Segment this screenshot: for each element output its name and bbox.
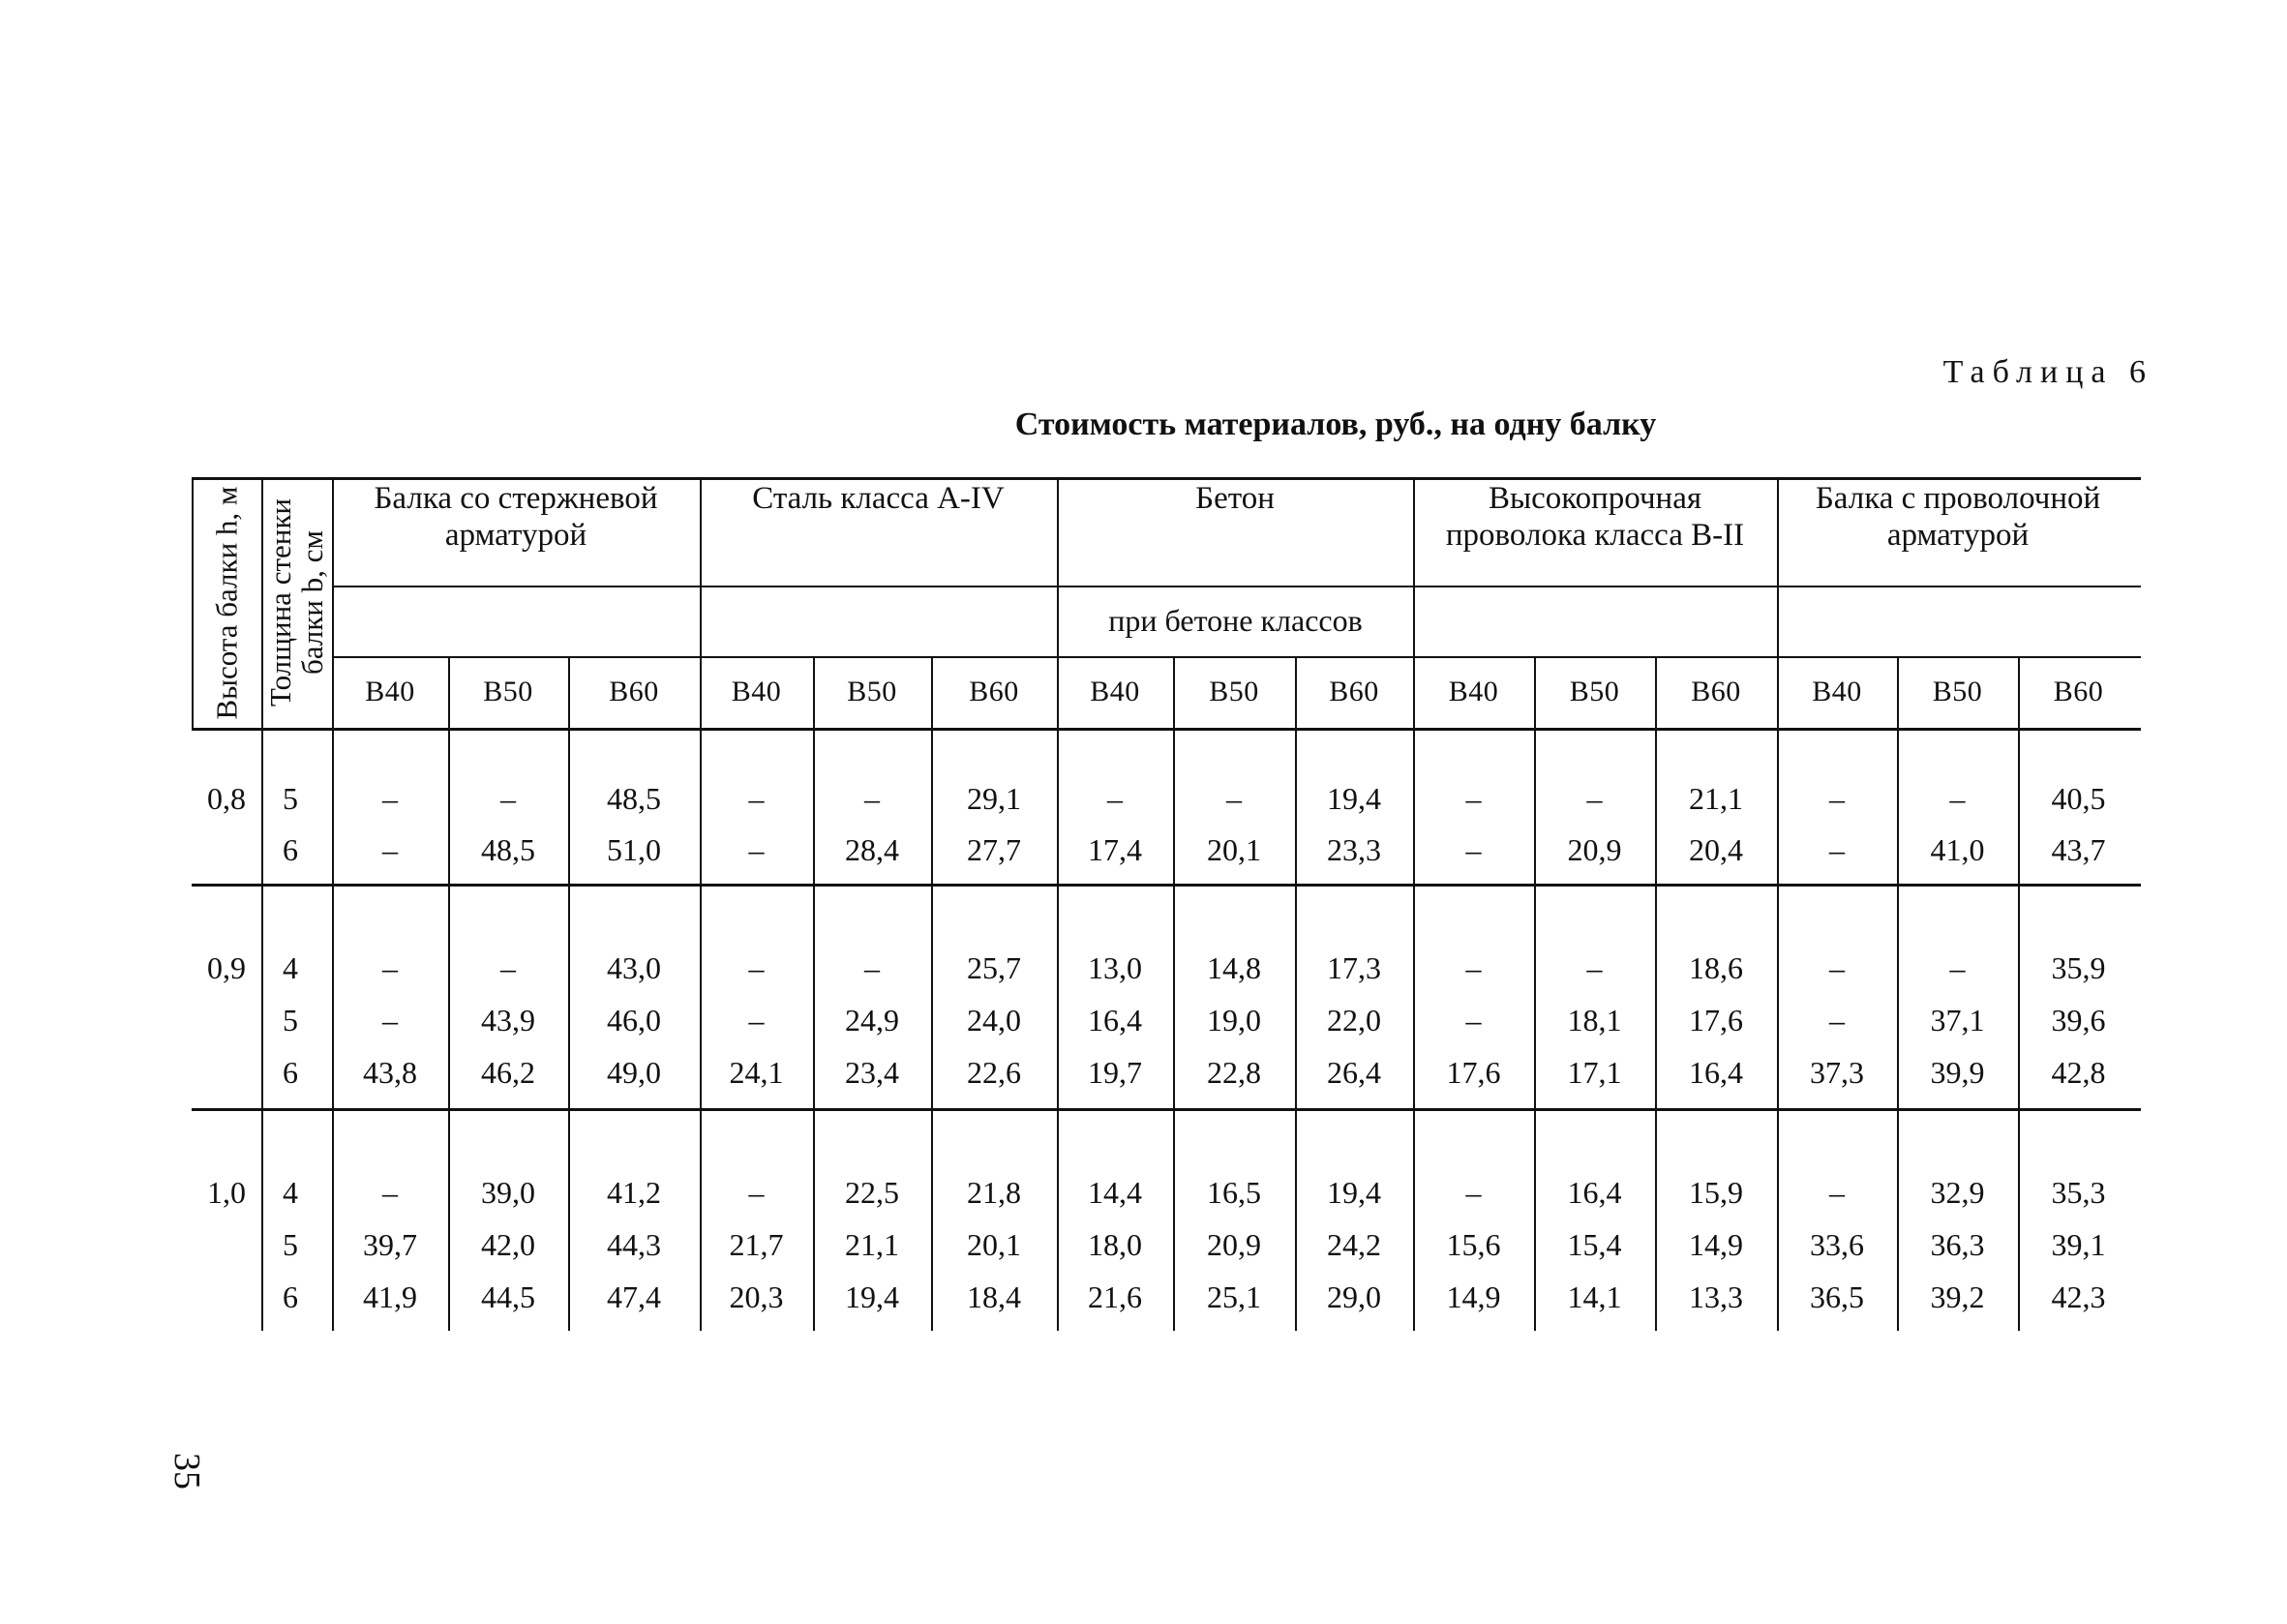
table-cell: – <box>748 1003 765 1038</box>
table-cell: – <box>1949 781 1966 816</box>
table-cell: 27,7 <box>967 832 1021 867</box>
concrete-class-header: В40 <box>365 675 415 707</box>
table-cell: 17,1 <box>1567 1055 1622 1090</box>
table-cell: – <box>1465 1003 1482 1038</box>
table-cell: 20,1 <box>1207 832 1261 867</box>
table-cell: – <box>1949 950 1966 985</box>
table-cell: 21,7 <box>729 1227 784 1262</box>
thickness-column-header: Толщина стенки балки b, см <box>262 497 329 707</box>
table-cell: 20,9 <box>1567 832 1622 867</box>
table-cell: 24,1 <box>729 1055 784 1090</box>
group-header: Балка с проволочной арматурой <box>1815 481 2101 553</box>
table-cell: 41,2 <box>607 1175 661 1210</box>
table-cell: 29,1 <box>967 781 1021 816</box>
table-cell: 18,4 <box>967 1279 1021 1314</box>
table-cell: 20,3 <box>729 1279 784 1314</box>
table-cell: 19,7 <box>1088 1055 1142 1090</box>
table-cell: 19,4 <box>1327 781 1381 816</box>
thickness-value: 6 <box>283 1279 298 1314</box>
table-cell: 46,0 <box>607 1003 661 1038</box>
thickness-value: 6 <box>283 832 298 867</box>
h-rule <box>192 1108 2141 1111</box>
table-cell: 33,6 <box>1810 1227 1864 1262</box>
table-cell: 18,6 <box>1689 950 1743 985</box>
concrete-class-header: В50 <box>847 675 897 707</box>
table-cell: 23,4 <box>845 1055 899 1090</box>
concrete-class-header: В60 <box>2053 675 2104 707</box>
table-cell: 24,0 <box>967 1003 1021 1038</box>
table-cell: 48,5 <box>481 832 535 867</box>
table-cell: 24,9 <box>845 1003 899 1038</box>
table-cell: 32,9 <box>1930 1175 1985 1210</box>
table-cell: – <box>382 1175 398 1210</box>
thickness-value: 5 <box>283 1227 298 1262</box>
table-cell: 41,9 <box>363 1279 417 1314</box>
table-cell: 37,3 <box>1810 1055 1864 1090</box>
h-rule <box>192 728 2141 731</box>
table-cell: – <box>382 781 398 816</box>
table-cell: 18,0 <box>1088 1227 1142 1262</box>
table-cell: 24,2 <box>1327 1227 1381 1262</box>
table-cell: 15,6 <box>1446 1227 1501 1262</box>
table-cell: – <box>1465 781 1482 816</box>
height-value: 0,8 <box>207 781 246 816</box>
concrete-class-header: В50 <box>483 675 533 707</box>
concrete-class-header: В50 <box>1932 675 1983 707</box>
table-cell: 16,4 <box>1567 1175 1622 1210</box>
height-column-header: Высота балки h, м <box>208 485 243 720</box>
table-cell: – <box>1829 781 1845 816</box>
table-cell: – <box>500 950 516 985</box>
table-cell: – <box>748 950 765 985</box>
group-header: Высокопрочная проволока класса B-II <box>1445 481 1745 553</box>
table-cell: 19,4 <box>1327 1175 1381 1210</box>
table-cell: 25,7 <box>967 950 1021 985</box>
table-cell: 17,6 <box>1689 1003 1743 1038</box>
height-value: 1,0 <box>207 1175 246 1210</box>
table-cell: – <box>1829 950 1845 985</box>
table-cell: 43,0 <box>607 950 661 985</box>
table-cell: 36,3 <box>1930 1227 1985 1262</box>
concrete-class-header: В40 <box>1090 675 1140 707</box>
table-cell: 43,8 <box>363 1055 417 1090</box>
table-cell: 22,0 <box>1327 1003 1381 1038</box>
table-cell: 25,1 <box>1207 1279 1261 1314</box>
table-cell: 21,8 <box>967 1175 1021 1210</box>
table-cell: 14,9 <box>1689 1227 1743 1262</box>
table-cell: – <box>864 781 880 816</box>
table-cell: – <box>748 781 765 816</box>
table-cell: 17,4 <box>1088 832 1142 867</box>
table-cell: 39,2 <box>1930 1279 1985 1314</box>
table-cell: 51,0 <box>607 832 661 867</box>
thickness-value: 5 <box>283 781 298 816</box>
concrete-class-header: В60 <box>609 675 659 707</box>
table-cell: 49,0 <box>607 1055 661 1090</box>
table-cell: 21,1 <box>845 1227 899 1262</box>
table-cell: 35,9 <box>2051 950 2106 985</box>
table-cell: – <box>1829 1175 1845 1210</box>
thickness-value: 6 <box>283 1055 298 1090</box>
table-cell: – <box>1465 832 1482 867</box>
group-header: Бетон <box>1195 481 1275 516</box>
table-cell: 13,3 <box>1689 1279 1743 1314</box>
table-cell: 41,0 <box>1930 832 1985 867</box>
table-cell: 13,0 <box>1088 950 1142 985</box>
h-rule <box>192 884 2141 887</box>
table-cell: – <box>500 781 516 816</box>
table-cell: 37,1 <box>1930 1003 1985 1038</box>
table-cell: 47,4 <box>607 1279 661 1314</box>
table-cell: 20,4 <box>1689 832 1743 867</box>
table-cell: 29,0 <box>1327 1279 1381 1314</box>
table-cell: 21,6 <box>1088 1279 1142 1314</box>
table-cell: 15,4 <box>1567 1227 1622 1262</box>
table-cell: 44,5 <box>481 1279 535 1314</box>
table-cell: 15,9 <box>1689 1175 1743 1210</box>
table-cell: 19,0 <box>1207 1003 1261 1038</box>
table-cell: – <box>1829 1003 1845 1038</box>
concrete-class-header: В60 <box>1329 675 1379 707</box>
concrete-class-header: В60 <box>1691 675 1741 707</box>
group-header: Балка со стержневой арматурой <box>374 481 658 553</box>
table-cell: 18,1 <box>1567 1003 1622 1038</box>
table-cell: 36,5 <box>1810 1279 1864 1314</box>
table-cell: 23,3 <box>1327 832 1381 867</box>
group-header: Сталь класса A-IV <box>752 481 1005 516</box>
page-title: Стоимость материалов, руб., на одну балку <box>1014 406 1657 442</box>
h-rule <box>192 477 2141 480</box>
table-cell: 35,3 <box>2051 1175 2106 1210</box>
table-cell: 39,1 <box>2051 1227 2106 1262</box>
table-cell: 14,8 <box>1207 950 1261 985</box>
table-cell: 43,9 <box>481 1003 535 1038</box>
table-cell: 39,6 <box>2051 1003 2106 1038</box>
table-cell: – <box>1586 950 1603 985</box>
table-cell: – <box>1829 832 1845 867</box>
table-cell: 22,8 <box>1207 1055 1261 1090</box>
table-cell: – <box>1107 781 1123 816</box>
concrete-class-header: В50 <box>1569 675 1620 707</box>
table-cell: 26,4 <box>1327 1055 1381 1090</box>
table-cell: 40,5 <box>2051 781 2106 816</box>
table-cell: 14,1 <box>1567 1279 1622 1314</box>
table-cell: 22,6 <box>967 1055 1021 1090</box>
table-cell: 48,5 <box>607 781 661 816</box>
table-cell: 16,4 <box>1088 1003 1142 1038</box>
table-cell: 39,0 <box>481 1175 535 1210</box>
table-cell: 17,3 <box>1327 950 1381 985</box>
table-label: Таблица 6 <box>1942 354 2153 390</box>
table-cell: 19,4 <box>845 1279 899 1314</box>
table-cell: – <box>1465 950 1482 985</box>
table-cell: 39,7 <box>363 1227 417 1262</box>
table-cell: 17,6 <box>1446 1055 1501 1090</box>
table-cell: 42,0 <box>481 1227 535 1262</box>
table-cell: – <box>1465 1175 1482 1210</box>
table-cell: 14,4 <box>1088 1175 1142 1210</box>
table-cell: – <box>382 832 398 867</box>
table-cell: 20,1 <box>967 1227 1021 1262</box>
concrete-classes-subheader: при бетоне классов <box>1108 603 1363 639</box>
table-cell: – <box>748 1175 765 1210</box>
page-number: 35 <box>166 1453 207 1489</box>
table-cell: – <box>748 832 765 867</box>
table-cell: 46,2 <box>481 1055 535 1090</box>
height-value: 0,9 <box>207 950 246 985</box>
concrete-class-header: В50 <box>1209 675 1259 707</box>
concrete-class-header: В40 <box>1812 675 1862 707</box>
table-cell: – <box>382 950 398 985</box>
table-cell: 21,1 <box>1689 781 1743 816</box>
concrete-class-header: В40 <box>1448 675 1499 707</box>
table-cell: – <box>382 1003 398 1038</box>
concrete-class-header: В60 <box>969 675 1019 707</box>
table-cell: 20,9 <box>1207 1227 1261 1262</box>
table-cell: – <box>1226 781 1242 816</box>
thickness-value: 4 <box>283 950 298 985</box>
table-cell: 43,7 <box>2051 832 2106 867</box>
table-cell: 42,3 <box>2051 1279 2106 1314</box>
concrete-class-header: В40 <box>731 675 782 707</box>
table-cell: 39,9 <box>1930 1055 1985 1090</box>
table-cell: – <box>1586 781 1603 816</box>
table-cell: 22,5 <box>845 1175 899 1210</box>
table-cell: 14,9 <box>1446 1279 1501 1314</box>
table-cell: 44,3 <box>607 1227 661 1262</box>
table-cell: 28,4 <box>845 832 899 867</box>
table-cell: 16,4 <box>1689 1055 1743 1090</box>
table-cell: – <box>864 950 880 985</box>
thickness-value: 4 <box>283 1175 298 1210</box>
table-cell: 16,5 <box>1207 1175 1261 1210</box>
thickness-value: 5 <box>283 1003 298 1038</box>
table-cell: 42,8 <box>2051 1055 2106 1090</box>
